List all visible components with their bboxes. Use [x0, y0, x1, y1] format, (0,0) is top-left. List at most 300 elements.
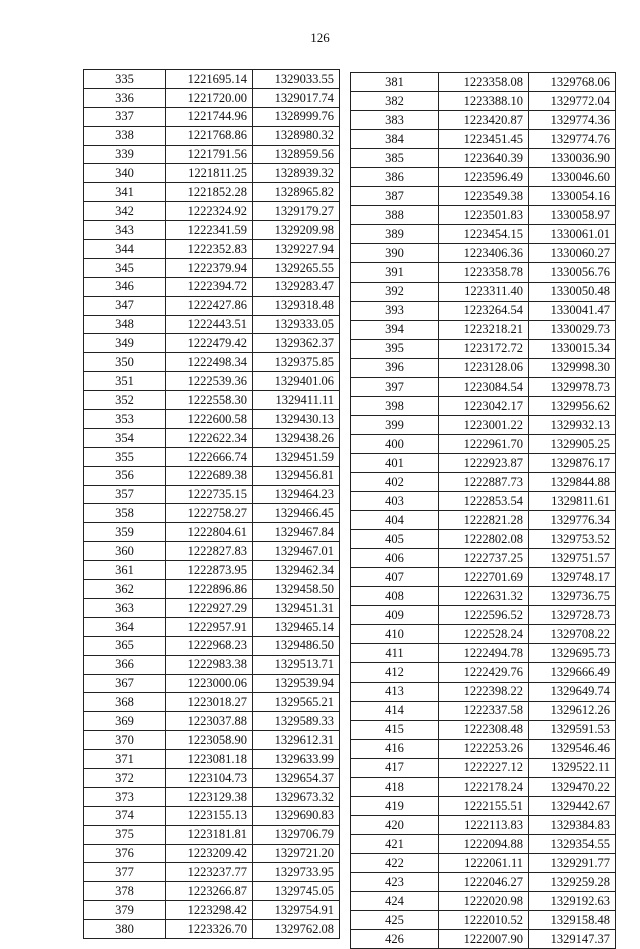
coordinates-table-left	[83, 69, 340, 939]
y-coordinate-cell: 1330041.47	[529, 301, 616, 320]
table-row	[84, 561, 340, 580]
y-coordinate-cell: 1329466.45	[253, 504, 340, 523]
table-row	[84, 485, 340, 504]
table-row	[351, 92, 616, 111]
y-coordinate-cell: 1330036.90	[529, 149, 616, 168]
point-number-cell: 425	[351, 911, 439, 930]
x-coordinate-cell: 1222968.23	[166, 636, 253, 655]
table-row	[351, 930, 616, 949]
y-coordinate-cell: 1329753.52	[529, 530, 616, 549]
y-coordinate-cell: 1330061.01	[529, 225, 616, 244]
table-row	[84, 183, 340, 202]
x-coordinate-cell: 1222873.95	[166, 561, 253, 580]
table-row	[351, 453, 616, 472]
table-row	[351, 339, 616, 358]
y-coordinate-cell: 1329438.26	[253, 428, 340, 447]
point-number-cell: 384	[351, 130, 439, 149]
x-coordinate-cell: 1222094.88	[439, 834, 529, 853]
point-number-cell: 410	[351, 625, 439, 644]
point-number-cell: 349	[84, 334, 166, 353]
point-number-cell: 388	[351, 206, 439, 225]
point-number-cell: 352	[84, 391, 166, 410]
point-number-cell: 393	[351, 301, 439, 320]
table-row	[84, 882, 340, 901]
point-number-cell: 355	[84, 447, 166, 466]
x-coordinate-cell: 1223358.78	[439, 263, 529, 282]
x-coordinate-cell: 1221768.86	[166, 126, 253, 145]
point-number-cell: 346	[84, 277, 166, 296]
y-coordinate-cell: 1329736.75	[529, 587, 616, 606]
y-coordinate-cell: 1329033.55	[253, 70, 340, 89]
point-number-cell: 404	[351, 511, 439, 530]
x-coordinate-cell: 1222622.34	[166, 428, 253, 447]
table-row	[84, 523, 340, 542]
y-coordinate-cell: 1329905.25	[529, 434, 616, 453]
table-row	[84, 70, 340, 89]
x-coordinate-cell: 1222427.86	[166, 296, 253, 315]
x-coordinate-cell: 1223388.10	[439, 92, 529, 111]
table-row	[84, 277, 340, 296]
point-number-cell: 390	[351, 244, 439, 263]
point-number-cell: 416	[351, 739, 439, 758]
y-coordinate-cell: 1329291.77	[529, 853, 616, 872]
y-coordinate-cell: 1329465.14	[253, 617, 340, 636]
point-number-cell: 347	[84, 296, 166, 315]
x-coordinate-cell: 1223172.72	[439, 339, 529, 358]
point-number-cell: 397	[351, 377, 439, 396]
point-number-cell: 366	[84, 655, 166, 674]
x-coordinate-cell: 1222983.38	[166, 655, 253, 674]
x-coordinate-cell: 1222853.54	[439, 492, 529, 511]
x-coordinate-cell: 1222957.91	[166, 617, 253, 636]
x-coordinate-cell: 1222479.42	[166, 334, 253, 353]
point-number-cell: 356	[84, 466, 166, 485]
table-row	[84, 825, 340, 844]
point-number-cell: 372	[84, 768, 166, 787]
point-number-cell: 392	[351, 282, 439, 301]
y-coordinate-cell: 1329612.26	[529, 701, 616, 720]
table-row	[84, 145, 340, 164]
x-coordinate-cell: 1223326.70	[166, 920, 253, 939]
x-coordinate-cell: 1223181.81	[166, 825, 253, 844]
table-row	[351, 834, 616, 853]
y-coordinate-cell: 1328980.32	[253, 126, 340, 145]
x-coordinate-cell: 1222010.52	[439, 911, 529, 930]
x-coordinate-cell: 1223311.40	[439, 282, 529, 301]
point-number-cell: 374	[84, 806, 166, 825]
point-number-cell: 342	[84, 202, 166, 221]
y-coordinate-cell: 1329745.05	[253, 882, 340, 901]
table-row	[351, 244, 616, 263]
x-coordinate-cell: 1222155.51	[439, 796, 529, 815]
x-coordinate-cell: 1222596.52	[439, 606, 529, 625]
table-row	[351, 225, 616, 244]
point-number-cell: 339	[84, 145, 166, 164]
x-coordinate-cell: 1223209.42	[166, 844, 253, 863]
page-number: 126	[310, 30, 330, 45]
point-number-cell: 367	[84, 674, 166, 693]
table-row	[84, 447, 340, 466]
point-number-cell: 396	[351, 358, 439, 377]
y-coordinate-cell: 1329721.20	[253, 844, 340, 863]
y-coordinate-cell: 1329654.37	[253, 768, 340, 787]
table-row	[351, 606, 616, 625]
point-number-cell: 422	[351, 853, 439, 872]
y-coordinate-cell: 1329158.48	[529, 911, 616, 930]
x-coordinate-cell: 1223084.54	[439, 377, 529, 396]
table-row	[84, 636, 340, 655]
table-row	[351, 568, 616, 587]
table-row	[84, 598, 340, 617]
x-coordinate-cell: 1221811.25	[166, 164, 253, 183]
y-coordinate-cell: 1329147.37	[529, 930, 616, 949]
table-row	[351, 206, 616, 225]
point-number-cell: 351	[84, 372, 166, 391]
table-row	[84, 542, 340, 561]
x-coordinate-cell: 1222007.90	[439, 930, 529, 949]
point-number-cell: 348	[84, 315, 166, 334]
point-number-cell: 375	[84, 825, 166, 844]
x-coordinate-cell: 1222253.26	[439, 739, 529, 758]
y-coordinate-cell: 1329464.23	[253, 485, 340, 504]
y-coordinate-cell: 1329589.33	[253, 712, 340, 731]
x-coordinate-cell: 1222341.59	[166, 221, 253, 240]
table-row	[84, 787, 340, 806]
x-coordinate-cell: 1221744.96	[166, 107, 253, 126]
y-coordinate-cell: 1330058.97	[529, 206, 616, 225]
table-row	[84, 107, 340, 126]
point-number-cell: 386	[351, 168, 439, 187]
point-number-cell: 345	[84, 258, 166, 277]
point-number-cell: 357	[84, 485, 166, 504]
table-row	[84, 334, 340, 353]
table-row	[351, 168, 616, 187]
table-row	[84, 428, 340, 447]
point-number-cell: 415	[351, 720, 439, 739]
x-coordinate-cell: 1222961.70	[439, 434, 529, 453]
table-row	[84, 353, 340, 372]
point-number-cell: 336	[84, 88, 166, 107]
y-coordinate-cell: 1329259.28	[529, 872, 616, 891]
table-row	[351, 415, 616, 434]
point-number-cell: 389	[351, 225, 439, 244]
x-coordinate-cell: 1223128.06	[439, 358, 529, 377]
point-number-cell: 350	[84, 353, 166, 372]
point-number-cell: 401	[351, 453, 439, 472]
y-coordinate-cell: 1328999.76	[253, 107, 340, 126]
point-number-cell: 340	[84, 164, 166, 183]
x-coordinate-cell: 1221791.56	[166, 145, 253, 164]
y-coordinate-cell: 1329362.37	[253, 334, 340, 353]
point-number-cell: 387	[351, 187, 439, 206]
point-number-cell: 414	[351, 701, 439, 720]
x-coordinate-cell: 1223501.83	[439, 206, 529, 225]
y-coordinate-cell: 1329227.94	[253, 240, 340, 259]
x-coordinate-cell: 1222600.58	[166, 410, 253, 429]
point-number-cell: 341	[84, 183, 166, 202]
table-row	[84, 315, 340, 334]
point-number-cell: 399	[351, 415, 439, 434]
point-number-cell: 403	[351, 492, 439, 511]
x-coordinate-cell: 1222887.73	[439, 472, 529, 491]
x-coordinate-cell: 1223358.08	[439, 73, 529, 92]
y-coordinate-cell: 1329956.62	[529, 396, 616, 415]
x-coordinate-cell: 1223420.87	[439, 111, 529, 130]
y-coordinate-cell: 1330050.48	[529, 282, 616, 301]
x-coordinate-cell: 1222308.48	[439, 720, 529, 739]
y-coordinate-cell: 1329318.48	[253, 296, 340, 315]
point-number-cell: 420	[351, 815, 439, 834]
y-coordinate-cell: 1329844.88	[529, 472, 616, 491]
y-coordinate-cell: 1329467.01	[253, 542, 340, 561]
y-coordinate-cell: 1329666.49	[529, 663, 616, 682]
x-coordinate-cell: 1223237.77	[166, 863, 253, 882]
table-row	[351, 149, 616, 168]
y-coordinate-cell: 1329486.50	[253, 636, 340, 655]
point-number-cell: 406	[351, 549, 439, 568]
y-coordinate-cell: 1329470.22	[529, 777, 616, 796]
table-row	[351, 282, 616, 301]
point-number-cell: 394	[351, 320, 439, 339]
x-coordinate-cell: 1223640.39	[439, 149, 529, 168]
table-row	[351, 758, 616, 777]
point-number-cell: 407	[351, 568, 439, 587]
table-row	[84, 674, 340, 693]
point-number-cell: 385	[351, 149, 439, 168]
x-coordinate-cell: 1222046.27	[439, 872, 529, 891]
point-number-cell: 376	[84, 844, 166, 863]
y-coordinate-cell: 1329673.32	[253, 787, 340, 806]
x-coordinate-cell: 1222701.69	[439, 568, 529, 587]
y-coordinate-cell: 1329633.99	[253, 750, 340, 769]
x-coordinate-cell: 1222379.94	[166, 258, 253, 277]
point-number-cell: 370	[84, 731, 166, 750]
x-coordinate-cell: 1222061.11	[439, 853, 529, 872]
table-row	[351, 130, 616, 149]
y-coordinate-cell: 1329458.50	[253, 580, 340, 599]
table-row	[351, 682, 616, 701]
y-coordinate-cell: 1329733.95	[253, 863, 340, 882]
y-coordinate-cell: 1329565.21	[253, 693, 340, 712]
table-row	[84, 296, 340, 315]
x-coordinate-cell: 1222689.38	[166, 466, 253, 485]
y-coordinate-cell: 1329932.13	[529, 415, 616, 434]
y-coordinate-cell: 1329690.83	[253, 806, 340, 825]
point-number-cell: 369	[84, 712, 166, 731]
y-coordinate-cell: 1329430.13	[253, 410, 340, 429]
table-row	[351, 892, 616, 911]
table-row	[351, 625, 616, 644]
y-coordinate-cell: 1328965.82	[253, 183, 340, 202]
y-coordinate-cell: 1329192.63	[529, 892, 616, 911]
table-row	[84, 580, 340, 599]
table-body	[351, 73, 616, 949]
x-coordinate-cell: 1223042.17	[439, 396, 529, 415]
y-coordinate-cell: 1329017.74	[253, 88, 340, 107]
table-row	[351, 434, 616, 453]
point-number-cell: 354	[84, 428, 166, 447]
x-coordinate-cell: 1223129.38	[166, 787, 253, 806]
table-row	[351, 777, 616, 796]
x-coordinate-cell: 1222923.87	[439, 453, 529, 472]
table-row	[84, 258, 340, 277]
table-row	[84, 920, 340, 939]
point-number-cell: 379	[84, 901, 166, 920]
x-coordinate-cell: 1222429.76	[439, 663, 529, 682]
x-coordinate-cell: 1222352.83	[166, 240, 253, 259]
table-row	[351, 663, 616, 682]
point-number-cell: 423	[351, 872, 439, 891]
table-row	[84, 410, 340, 429]
x-coordinate-cell: 1222631.32	[439, 587, 529, 606]
point-number-cell: 391	[351, 263, 439, 282]
y-coordinate-cell: 1329591.53	[529, 720, 616, 739]
table-row	[84, 202, 340, 221]
table-row	[84, 863, 340, 882]
point-number-cell: 408	[351, 587, 439, 606]
table-row	[84, 466, 340, 485]
x-coordinate-cell: 1222821.28	[439, 511, 529, 530]
y-coordinate-cell: 1329748.17	[529, 568, 616, 587]
y-coordinate-cell: 1329451.31	[253, 598, 340, 617]
x-coordinate-cell: 1223596.49	[439, 168, 529, 187]
point-number-cell: 365	[84, 636, 166, 655]
table-row	[351, 701, 616, 720]
point-number-cell: 413	[351, 682, 439, 701]
y-coordinate-cell: 1329751.57	[529, 549, 616, 568]
point-number-cell: 418	[351, 777, 439, 796]
x-coordinate-cell: 1221852.28	[166, 183, 253, 202]
y-coordinate-cell: 1329401.06	[253, 372, 340, 391]
y-coordinate-cell: 1329695.73	[529, 644, 616, 663]
table-row	[351, 720, 616, 739]
x-coordinate-cell: 1222398.22	[439, 682, 529, 701]
y-coordinate-cell: 1329762.08	[253, 920, 340, 939]
y-coordinate-cell: 1328939.32	[253, 164, 340, 183]
y-coordinate-cell: 1329411.11	[253, 391, 340, 410]
table-row	[84, 901, 340, 920]
point-number-cell: 353	[84, 410, 166, 429]
x-coordinate-cell: 1223454.15	[439, 225, 529, 244]
x-coordinate-cell: 1222666.74	[166, 447, 253, 466]
point-number-cell: 383	[351, 111, 439, 130]
table-row	[84, 240, 340, 259]
y-coordinate-cell: 1329998.30	[529, 358, 616, 377]
point-number-cell: 359	[84, 523, 166, 542]
y-coordinate-cell: 1330015.34	[529, 339, 616, 358]
y-coordinate-cell: 1329539.94	[253, 674, 340, 693]
y-coordinate-cell: 1329283.47	[253, 277, 340, 296]
y-coordinate-cell: 1329649.74	[529, 682, 616, 701]
x-coordinate-cell: 1222896.86	[166, 580, 253, 599]
y-coordinate-cell: 1329375.85	[253, 353, 340, 372]
table-row	[84, 693, 340, 712]
point-number-cell: 426	[351, 930, 439, 949]
y-coordinate-cell: 1329728.73	[529, 606, 616, 625]
y-coordinate-cell: 1329876.17	[529, 453, 616, 472]
point-number-cell: 381	[351, 73, 439, 92]
y-coordinate-cell: 1329706.79	[253, 825, 340, 844]
x-coordinate-cell: 1223000.06	[166, 674, 253, 693]
y-coordinate-cell: 1329179.27	[253, 202, 340, 221]
table-row	[351, 853, 616, 872]
x-coordinate-cell: 1223549.38	[439, 187, 529, 206]
table-row	[351, 511, 616, 530]
x-coordinate-cell: 1223037.88	[166, 712, 253, 731]
y-coordinate-cell: 1329456.81	[253, 466, 340, 485]
table-row	[351, 396, 616, 415]
x-coordinate-cell: 1222324.92	[166, 202, 253, 221]
y-coordinate-cell: 1329265.55	[253, 258, 340, 277]
x-coordinate-cell: 1221695.14	[166, 70, 253, 89]
point-number-cell: 382	[351, 92, 439, 111]
point-number-cell: 378	[84, 882, 166, 901]
table-row	[84, 126, 340, 145]
table-row	[351, 320, 616, 339]
point-number-cell: 364	[84, 617, 166, 636]
x-coordinate-cell: 1222443.51	[166, 315, 253, 334]
point-number-cell: 338	[84, 126, 166, 145]
y-coordinate-cell: 1329462.34	[253, 561, 340, 580]
table-row	[84, 844, 340, 863]
x-coordinate-cell: 1222020.98	[439, 892, 529, 911]
x-coordinate-cell: 1223081.18	[166, 750, 253, 769]
x-coordinate-cell: 1222802.08	[439, 530, 529, 549]
table-row	[351, 644, 616, 663]
x-coordinate-cell: 1223104.73	[166, 768, 253, 787]
table-row	[84, 504, 340, 523]
table-row	[351, 815, 616, 834]
x-coordinate-cell: 1223001.22	[439, 415, 529, 434]
y-coordinate-cell: 1330060.27	[529, 244, 616, 263]
point-number-cell: 335	[84, 70, 166, 89]
x-coordinate-cell: 1222394.72	[166, 277, 253, 296]
coordinates-table-right	[350, 72, 616, 949]
x-coordinate-cell: 1222498.34	[166, 353, 253, 372]
y-coordinate-cell: 1329522.11	[529, 758, 616, 777]
point-number-cell: 421	[351, 834, 439, 853]
x-coordinate-cell: 1221720.00	[166, 88, 253, 107]
point-number-cell: 417	[351, 758, 439, 777]
y-coordinate-cell: 1329768.06	[529, 73, 616, 92]
x-coordinate-cell: 1222737.25	[439, 549, 529, 568]
point-number-cell: 398	[351, 396, 439, 415]
point-number-cell: 400	[351, 434, 439, 453]
table-row	[84, 768, 340, 787]
table-row	[351, 472, 616, 491]
point-number-cell: 402	[351, 472, 439, 491]
point-number-cell: 343	[84, 221, 166, 240]
table-row	[351, 358, 616, 377]
y-coordinate-cell: 1329774.36	[529, 111, 616, 130]
point-number-cell: 373	[84, 787, 166, 806]
table-row	[351, 111, 616, 130]
table-row	[351, 911, 616, 930]
y-coordinate-cell: 1330029.73	[529, 320, 616, 339]
table-row	[84, 712, 340, 731]
x-coordinate-cell: 1223406.36	[439, 244, 529, 263]
y-coordinate-cell: 1329451.59	[253, 447, 340, 466]
x-coordinate-cell: 1222113.83	[439, 815, 529, 834]
table-row	[351, 301, 616, 320]
point-number-cell: 371	[84, 750, 166, 769]
y-coordinate-cell: 1329772.04	[529, 92, 616, 111]
point-number-cell: 412	[351, 663, 439, 682]
y-coordinate-cell: 1329442.67	[529, 796, 616, 815]
table-row	[84, 731, 340, 750]
x-coordinate-cell: 1223058.90	[166, 731, 253, 750]
table-row	[351, 377, 616, 396]
